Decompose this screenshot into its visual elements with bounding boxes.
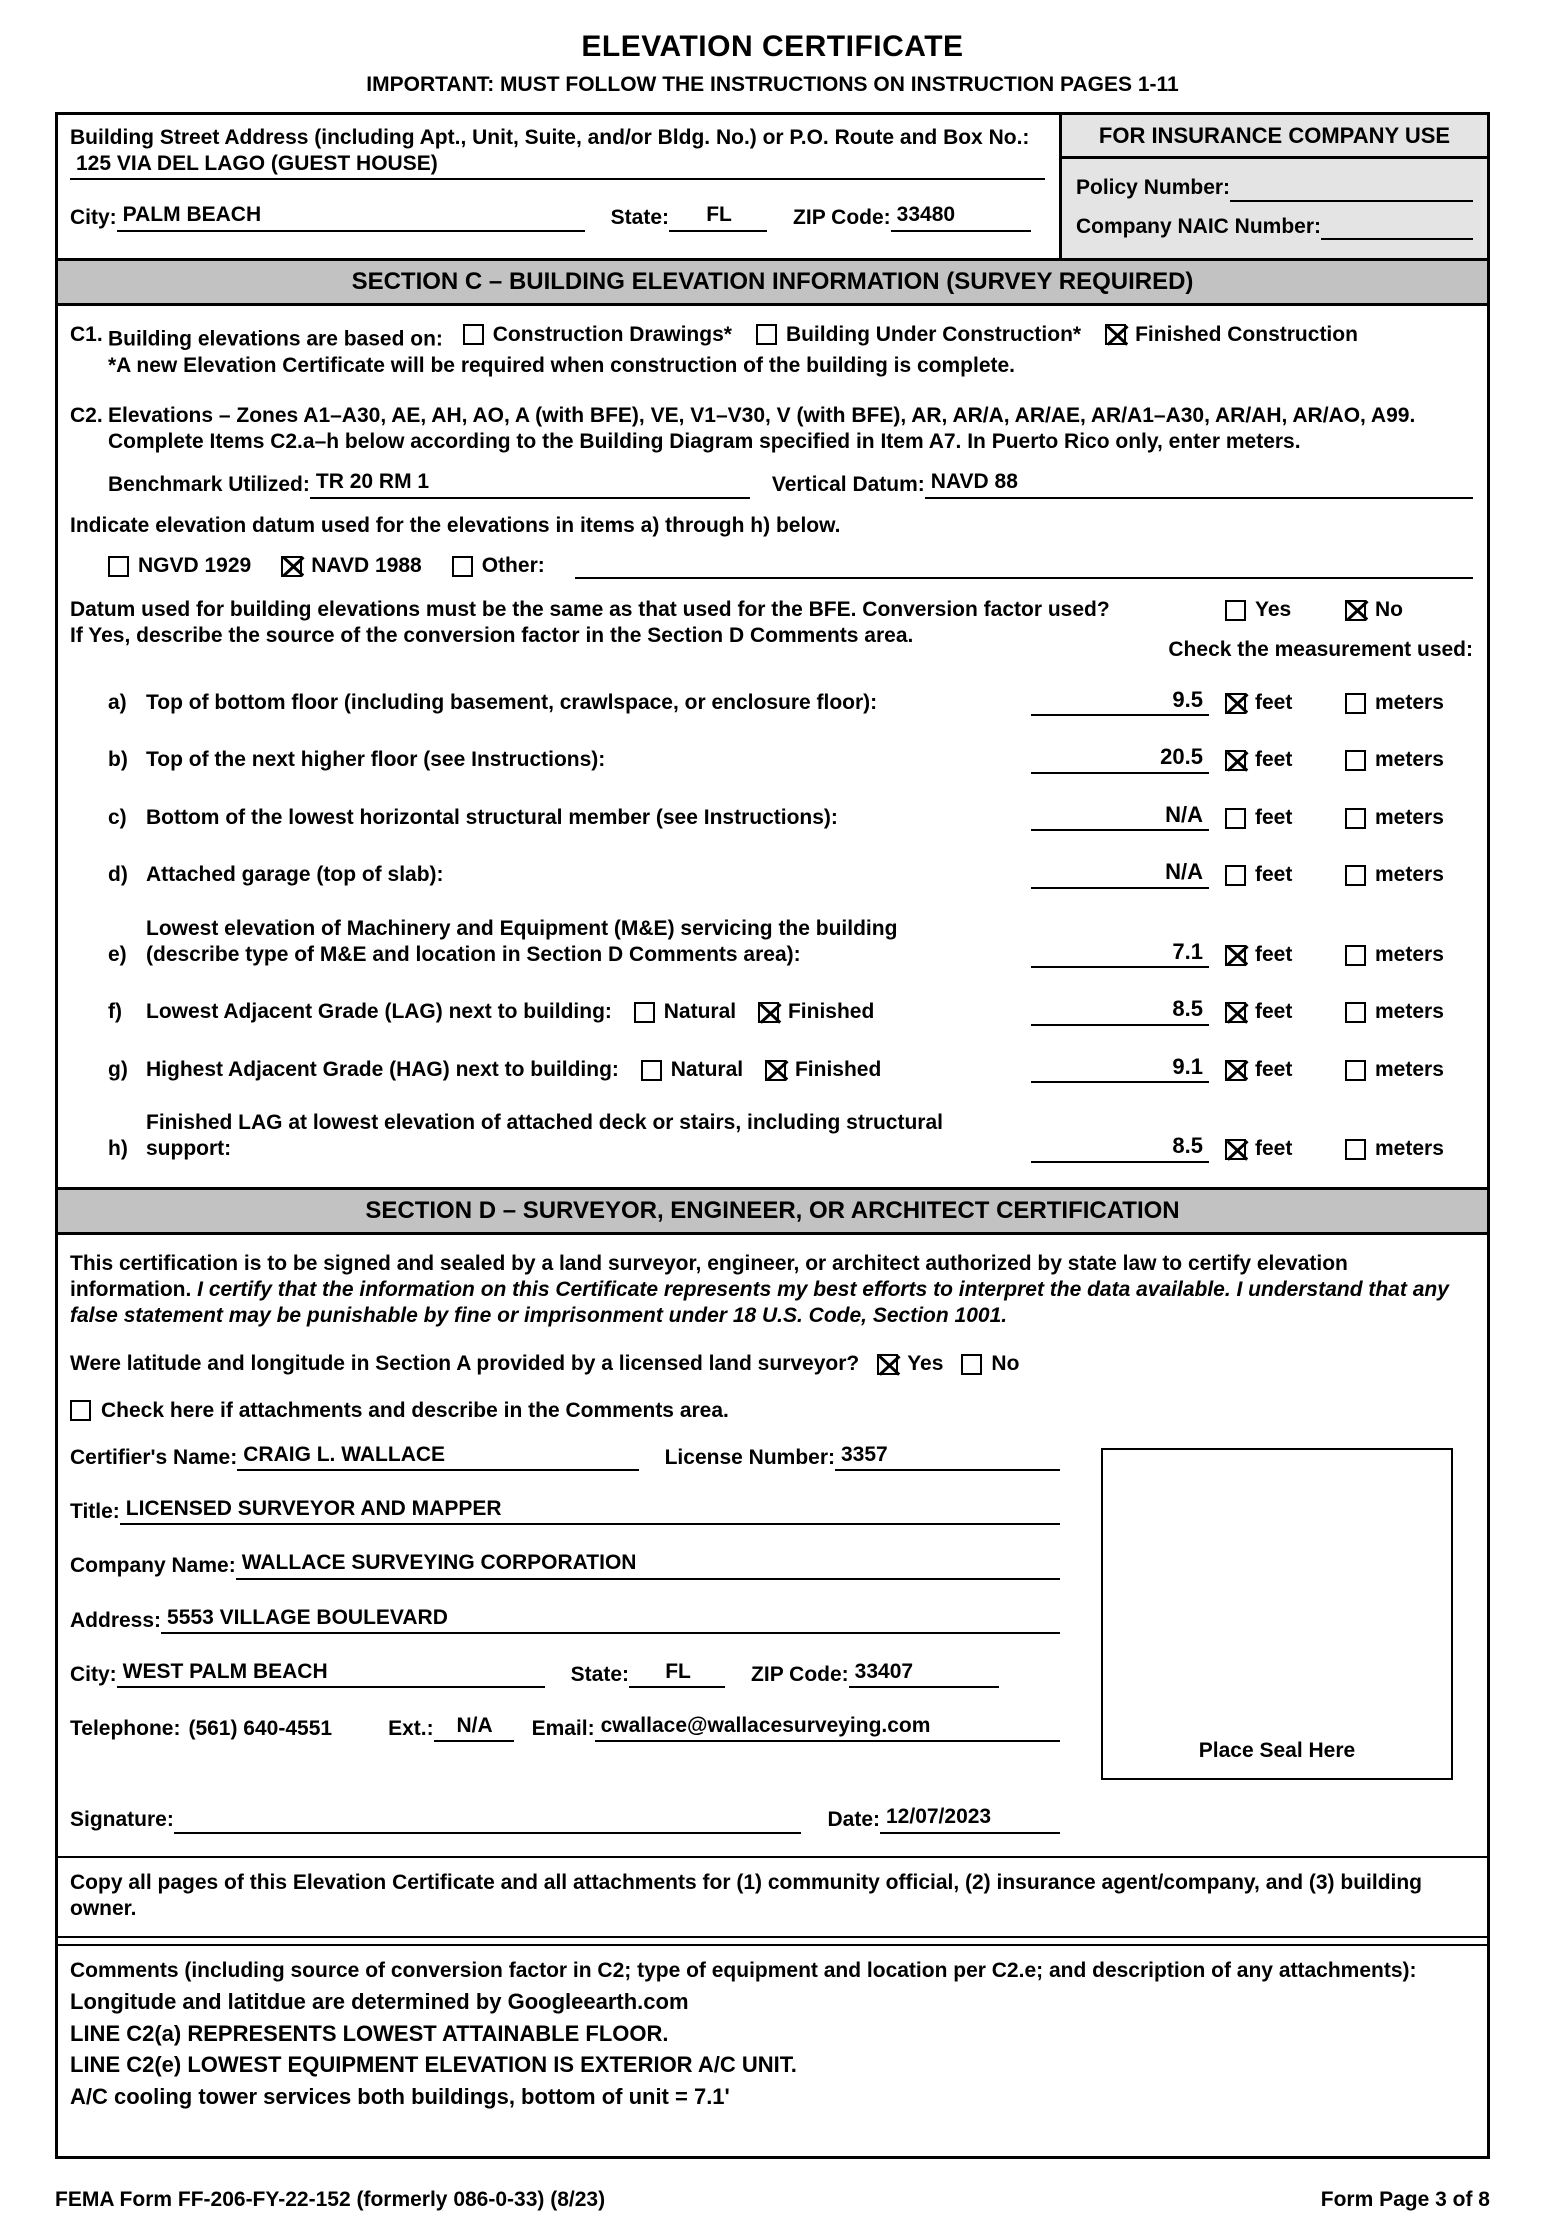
section-d-body bbox=[58, 1235, 1487, 1856]
comment-line-4: A/C cooling tower services both buildings, bottom of unit = 7.1' bbox=[70, 2083, 730, 2109]
item-c-feet-checkbox[interactable] bbox=[1225, 808, 1246, 829]
item-g-label: Highest Adjacent Grade (HAG) next to building: bbox=[146, 1057, 619, 1081]
item-g-letter: g) bbox=[108, 1057, 128, 1081]
elevation-item-c bbox=[108, 801, 1473, 832]
feet-label: feet bbox=[1255, 1057, 1293, 1081]
section-d-header: SECTION D – SURVEYOR, ENGINEER, OR ARCHITECT CERTIFICATION bbox=[58, 1187, 1487, 1235]
comment-line-1: Longitude and latitdue are determined by Googleearth.com bbox=[70, 1989, 689, 2015]
policy-number-label: Policy Number: bbox=[1076, 176, 1231, 200]
elevation-item-a bbox=[108, 686, 1473, 717]
date-field[interactable]: 12/07/2023 bbox=[880, 1804, 1060, 1833]
item-h-meters-checkbox[interactable] bbox=[1345, 1139, 1366, 1160]
building-address-block bbox=[58, 115, 1059, 258]
other-datum-field[interactable] bbox=[575, 555, 1473, 579]
elevation-item-g bbox=[108, 1053, 1473, 1084]
item-f-letter: f) bbox=[108, 1000, 122, 1024]
latlong-question: Were latitude and longitude in Section A provided by a licensed land surveyor? bbox=[70, 1352, 860, 1376]
item-f-label: Lowest Adjacent Grade (LAG) next to building: bbox=[146, 1000, 612, 1024]
item-c-meters-checkbox[interactable] bbox=[1345, 808, 1366, 829]
building-under-construction-checkbox[interactable] bbox=[756, 324, 777, 345]
measurement-used-note: Check the measurement used: bbox=[1168, 638, 1473, 662]
copy-note: Copy all pages of this Elevation Certificate and all attachments for (1) community official, (2) insurance agent/company, and (3) building owner. bbox=[58, 1856, 1487, 1939]
item-h-feet-checkbox[interactable] bbox=[1225, 1139, 1246, 1160]
state-label: State: bbox=[610, 206, 670, 230]
item-d-feet-checkbox[interactable] bbox=[1225, 865, 1246, 886]
item-c-label: Bottom of the lowest horizontal structural member (see Instructions): bbox=[146, 805, 838, 829]
top-row bbox=[58, 115, 1487, 258]
company-name-field[interactable]: WALLACE SURVEYING CORPORATION bbox=[236, 1550, 1060, 1579]
latlong-no-checkbox[interactable] bbox=[961, 1354, 982, 1375]
signature-label: Signature: bbox=[70, 1808, 174, 1832]
elevation-item-e bbox=[108, 916, 1473, 969]
certifier-name-field[interactable]: CRAIG L. WALLACE bbox=[237, 1442, 638, 1471]
elevation-item-b bbox=[108, 743, 1473, 774]
seal-box bbox=[1101, 1448, 1453, 1780]
comments-label: Comments (including source of conversion factor in C2; type of equipment and location per C2.e; and description of any attachments): bbox=[70, 1959, 1417, 1983]
certifier-state-label: State: bbox=[570, 1662, 630, 1686]
company-name-label: Company Name: bbox=[70, 1554, 236, 1578]
item-d-value[interactable]: N/A bbox=[1031, 858, 1209, 889]
item-d-letter: d) bbox=[108, 863, 128, 887]
section-c-body bbox=[58, 306, 1487, 1187]
signature-field[interactable] bbox=[174, 1810, 802, 1834]
certifier-name-label: Certifier's Name: bbox=[70, 1445, 238, 1469]
meters-label: meters bbox=[1375, 805, 1444, 829]
latlong-yes-checkbox[interactable] bbox=[877, 1354, 898, 1375]
conversion-question: Datum used for building elevations must be the same as that used for the BFE. Conversion factor used? bbox=[70, 598, 1110, 622]
certifier-state-field[interactable]: FL bbox=[629, 1659, 725, 1688]
item-f-meters-checkbox[interactable] bbox=[1345, 1002, 1366, 1023]
item-a-value[interactable]: 9.5 bbox=[1031, 686, 1209, 717]
benchmark-field[interactable]: TR 20 RM 1 bbox=[310, 469, 750, 498]
certification-text: This certification is to be signed and sealed by a land surveyor, engineer, or architect authorized by state law to certify elevation information. bbox=[70, 1251, 1348, 1301]
footer-page-number: Form Page 3 of 8 bbox=[1320, 2188, 1490, 2212]
email-field[interactable]: cwallace@wallacesurveying.com bbox=[595, 1713, 1060, 1742]
zip-label: ZIP Code: bbox=[793, 206, 891, 230]
navd-1988-label: NAVD 1988 bbox=[311, 553, 422, 577]
c1-label: Building elevations are based on: bbox=[108, 327, 443, 351]
construction-drawings-checkbox[interactable] bbox=[463, 324, 484, 345]
meters-label: meters bbox=[1375, 942, 1444, 966]
finished-construction-checkbox[interactable] bbox=[1105, 324, 1126, 345]
telephone-label: Telephone: bbox=[70, 1717, 181, 1741]
meters-label: meters bbox=[1375, 1137, 1444, 1161]
item-g-meters-checkbox[interactable] bbox=[1345, 1060, 1366, 1081]
elevation-item-h bbox=[108, 1110, 1473, 1163]
other-datum-checkbox[interactable] bbox=[452, 556, 473, 577]
license-number-field[interactable]: 3357 bbox=[835, 1442, 1060, 1471]
item-g-natural-label: Natural bbox=[670, 1057, 744, 1081]
feet-label: feet bbox=[1255, 748, 1293, 772]
item-f-finished-checkbox[interactable] bbox=[758, 1002, 779, 1023]
zip-field[interactable]: 33480 bbox=[891, 202, 1031, 231]
comments-section bbox=[58, 1944, 1487, 2156]
item-b-value[interactable]: 20.5 bbox=[1031, 743, 1209, 774]
certifier-city-field[interactable]: WEST PALM BEACH bbox=[117, 1659, 545, 1688]
item-e-feet-checkbox[interactable] bbox=[1225, 945, 1246, 966]
item-d-label: Attached garage (top of slab): bbox=[146, 863, 444, 887]
item-h-letter: h) bbox=[108, 1137, 128, 1161]
item-f-natural-label: Natural bbox=[663, 1000, 737, 1024]
page-title: ELEVATION CERTIFICATE bbox=[581, 30, 964, 63]
attachments-checkbox[interactable] bbox=[70, 1400, 91, 1421]
item-f-finished-label: Finished bbox=[787, 1000, 875, 1024]
c2-text: Elevations – Zones A1–A30, AE, AH, AO, A (with BFE), VE, V1–V30, V (with BFE), AR, AR/A, AR/AE, AR/A1–A30, AR/AH, AR/AO, A99. Complete Items C2.a–h below according to the Building Diagram specified in Item A7. In Puerto Rico only, enter meters. bbox=[108, 403, 1416, 454]
meters-label: meters bbox=[1375, 690, 1444, 714]
conversion-no-checkbox[interactable] bbox=[1345, 600, 1366, 621]
meters-label: meters bbox=[1375, 1057, 1444, 1081]
item-g-finished-checkbox[interactable] bbox=[765, 1060, 786, 1081]
certifier-zip-field[interactable]: 33407 bbox=[849, 1659, 999, 1688]
email-label: Email: bbox=[531, 1717, 595, 1741]
elevation-item-f bbox=[108, 995, 1473, 1026]
state-field[interactable]: FL bbox=[669, 202, 767, 231]
title-label: Title: bbox=[70, 1500, 120, 1524]
naic-number-label: Company NAIC Number: bbox=[1076, 214, 1322, 238]
meters-label: meters bbox=[1375, 748, 1444, 772]
vertical-datum-label: Vertical Datum: bbox=[771, 473, 925, 497]
c1-note: *A new Elevation Certificate will be required when construction of the building is complete. bbox=[108, 353, 1016, 377]
item-a-meters-checkbox[interactable] bbox=[1345, 693, 1366, 714]
item-h-label-line1: Finished LAG at lowest elevation of attached deck or stairs, including structural bbox=[146, 1111, 943, 1135]
comment-line-2: LINE C2(a) REPRESENTS LOWEST ATTAINABLE FLOOR. bbox=[70, 2020, 669, 2046]
item-c-value[interactable]: N/A bbox=[1031, 801, 1209, 832]
item-g-finished-label: Finished bbox=[794, 1057, 882, 1081]
other-datum-label: Other: bbox=[481, 553, 545, 577]
company-address-field[interactable]: 5553 VILLAGE BOULEVARD bbox=[161, 1605, 1060, 1634]
feet-label: feet bbox=[1255, 1000, 1293, 1024]
item-b-feet-checkbox[interactable] bbox=[1225, 750, 1246, 771]
telephone-value[interactable]: (561) 640-4551 bbox=[188, 1717, 333, 1741]
building-under-construction-label: Building Under Construction* bbox=[785, 322, 1082, 346]
certification-text-italic: I certify that the information on this Certificate represents my best efforts to interpret the data available. I understand that any false statement may be punishable by fine or imprisonment under 18 U.S. Code, Section 1001. bbox=[70, 1277, 1449, 1328]
c1-number: C1. bbox=[70, 322, 103, 346]
feet-label: feet bbox=[1255, 805, 1293, 829]
policy-number-field[interactable] bbox=[1230, 178, 1473, 202]
feet-label: feet bbox=[1255, 690, 1293, 714]
item-a-feet-checkbox[interactable] bbox=[1225, 693, 1246, 714]
ext-label: Ext.: bbox=[388, 1717, 434, 1741]
feet-label: feet bbox=[1255, 1137, 1293, 1161]
form-box bbox=[55, 112, 1490, 2160]
latlong-yes-label: Yes bbox=[907, 1352, 944, 1376]
item-a-letter: a) bbox=[108, 690, 127, 714]
latlong-no-label: No bbox=[991, 1352, 1020, 1376]
item-e-value[interactable]: 7.1 bbox=[1031, 938, 1209, 969]
item-b-label: Top of the next higher floor (see Instructions): bbox=[146, 748, 606, 772]
item-e-letter: e) bbox=[108, 942, 127, 966]
comment-line-3: LINE C2(e) LOWEST EQUIPMENT ELEVATION IS EXTERIOR A/C UNIT. bbox=[70, 2052, 797, 2078]
street-address-label: Building Street Address (including Apt., Unit, Suite, and/or Bldg. No.) or P.O. Route and Box No.: bbox=[70, 125, 1030, 149]
certifier-city-label: City: bbox=[70, 1662, 117, 1686]
ngvd-1929-label: NGVD 1929 bbox=[138, 553, 252, 577]
benchmark-label: Benchmark Utilized: bbox=[108, 473, 310, 497]
footer-form-number: FEMA Form FF-206-FY-22-152 (formerly 086-0-33) (8/23) bbox=[55, 2188, 606, 2212]
city-label: City: bbox=[70, 206, 117, 230]
place-seal-here-label: Place Seal Here bbox=[1198, 1738, 1356, 1762]
item-b-meters-checkbox[interactable] bbox=[1345, 750, 1366, 771]
item-h-value[interactable]: 8.5 bbox=[1031, 1132, 1209, 1163]
insurance-header: FOR INSURANCE COMPANY USE bbox=[1062, 115, 1487, 160]
license-number-label: License Number: bbox=[664, 1445, 835, 1469]
item-d-meters-checkbox[interactable] bbox=[1345, 865, 1366, 886]
item-g-natural-checkbox[interactable] bbox=[641, 1060, 662, 1081]
title-field[interactable]: LICENSED SURVEYOR AND MAPPER bbox=[120, 1496, 1060, 1525]
meters-label: meters bbox=[1375, 863, 1444, 887]
conversion-yes-checkbox[interactable] bbox=[1225, 600, 1246, 621]
conversion-note: If Yes, describe the source of the conversion factor in the Section D Comments area. bbox=[70, 624, 914, 648]
insurance-company-use-box bbox=[1059, 115, 1487, 258]
construction-drawings-label: Construction Drawings* bbox=[492, 322, 732, 346]
item-f-value[interactable]: 8.5 bbox=[1031, 995, 1209, 1026]
datum-indicate-text: Indicate elevation datum used for the elevations in items a) through h) below. bbox=[70, 513, 841, 537]
certifier-zip-label: ZIP Code: bbox=[751, 1662, 849, 1686]
city-field[interactable]: PALM BEACH bbox=[117, 202, 585, 231]
item-a-label: Top of bottom floor (including basement, crawlspace, or enclosure floor): bbox=[146, 690, 878, 714]
street-address-field[interactable]: 125 VIA DEL LAGO (GUEST HOUSE) bbox=[70, 151, 1045, 180]
conversion-yes-label: Yes bbox=[1255, 598, 1292, 622]
ext-field[interactable]: N/A bbox=[434, 1713, 514, 1742]
date-label: Date: bbox=[827, 1808, 880, 1832]
item-c-letter: c) bbox=[108, 805, 127, 829]
feet-label: feet bbox=[1255, 863, 1293, 887]
finished-construction-label: Finished Construction bbox=[1135, 322, 1358, 346]
item-e-label-line1: Lowest elevation of Machinery and Equipment (M&E) servicing the building bbox=[146, 916, 898, 940]
page-subtitle: IMPORTANT: MUST FOLLOW THE INSTRUCTIONS ON INSTRUCTION PAGES 1-11 bbox=[366, 72, 1179, 96]
item-f-feet-checkbox[interactable] bbox=[1225, 1002, 1246, 1023]
elevation-item-d bbox=[108, 858, 1473, 889]
item-g-value[interactable]: 9.1 bbox=[1031, 1053, 1209, 1084]
item-f-natural-checkbox[interactable] bbox=[634, 1002, 655, 1023]
company-address-label: Address: bbox=[70, 1608, 162, 1632]
ngvd-1929-checkbox[interactable] bbox=[108, 556, 129, 577]
item-e-meters-checkbox[interactable] bbox=[1345, 945, 1366, 966]
naic-number-field[interactable] bbox=[1321, 216, 1473, 240]
item-e-label-line2: (describe type of M&E and location in Section D Comments area): bbox=[146, 942, 801, 966]
meters-label: meters bbox=[1375, 1000, 1444, 1024]
attachments-label: Check here if attachments and describe in the Comments area. bbox=[101, 1398, 729, 1422]
item-g-feet-checkbox[interactable] bbox=[1225, 1060, 1246, 1081]
item-b-letter: b) bbox=[108, 748, 128, 772]
feet-label: feet bbox=[1255, 942, 1293, 966]
vertical-datum-field[interactable]: NAVD 88 bbox=[925, 469, 1473, 498]
conversion-no-label: No bbox=[1375, 598, 1403, 622]
c2-number: C2. bbox=[70, 403, 103, 427]
item-h-label-line2: support: bbox=[146, 1137, 232, 1161]
navd-1988-checkbox[interactable] bbox=[281, 556, 302, 577]
section-c-header: SECTION C – BUILDING ELEVATION INFORMATION (SURVEY REQUIRED) bbox=[58, 258, 1487, 306]
